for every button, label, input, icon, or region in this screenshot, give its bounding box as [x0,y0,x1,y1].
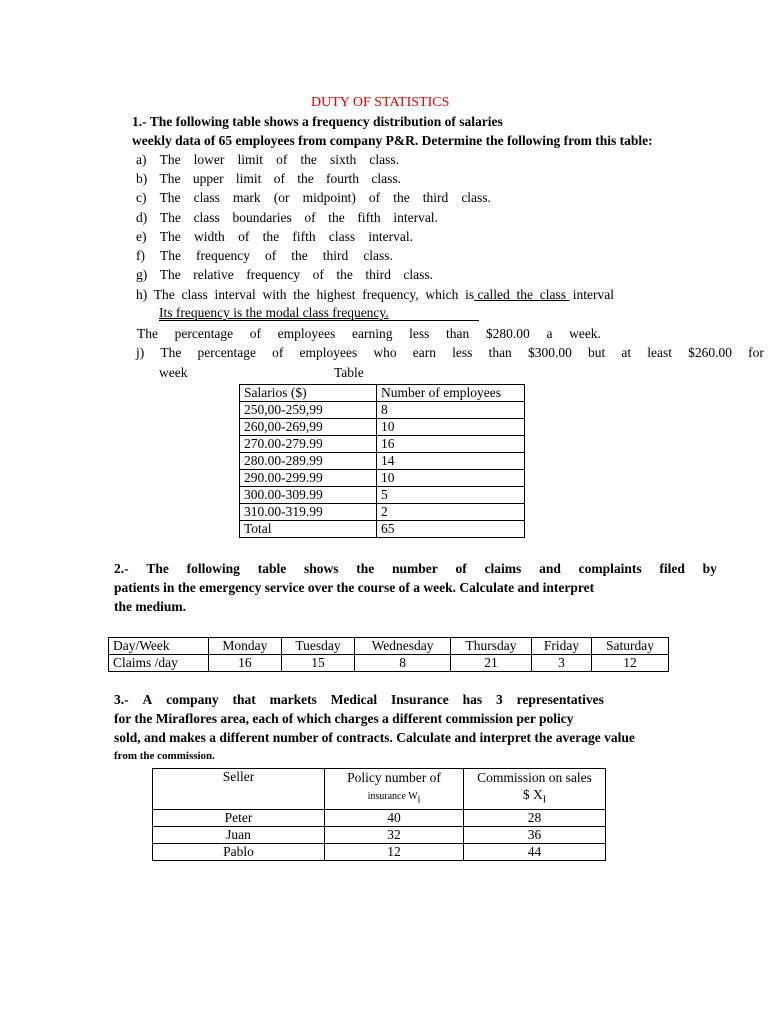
word: percentage [174,326,234,341]
header-policy-number: Policy number of insurance $W_i$ [325,769,464,810]
word: earn [412,345,437,360]
q3-line-3: sold, and makes a different number of contracts. Calculate and interpret the average value [114,730,635,745]
value-cell: 21 [451,655,532,672]
table-header-row [153,769,606,810]
word: relative [193,267,234,283]
word: interval. [393,209,438,225]
word: employees [299,345,358,360]
word: has [462,692,483,707]
employee-count-cell: 10 [377,419,525,436]
header-seller: Seller [153,769,325,810]
header-cell: Tuesday [281,638,354,655]
q1-item-b [136,171,401,187]
word: j) [136,345,145,360]
table-row [153,843,606,860]
table-row [240,470,525,487]
header-employees: Number of employees [377,385,525,402]
word: class [328,228,356,244]
employee-count-cell: 8 [377,402,525,419]
table-row [240,504,525,521]
document-title: DUTY OF STATISTICS [311,95,450,110]
word: The [159,190,181,206]
word: of [249,326,261,341]
word: The [137,326,158,341]
word: less [409,326,430,341]
word: The [160,248,182,263]
word: interval. [368,228,413,244]
word: the [297,171,314,187]
word: complaints [578,561,642,576]
employee-count-cell: 65 [377,521,525,538]
table-row [240,419,525,436]
header-commission: Commission on sales $ $X_I$ [464,769,606,810]
q2-heading [114,561,717,577]
word: fourth [326,171,360,187]
word: who [373,345,397,360]
word: class. [363,248,393,263]
q1-item-e [136,229,413,245]
word: Medical [330,692,378,707]
commission-cell: 28 [464,809,606,826]
q1-item-i [137,326,601,342]
word: following [186,561,240,576]
word: class. [369,152,399,167]
policy-count-cell: 40 [325,809,464,826]
employee-count-cell: 5 [377,487,525,504]
salary-frequency-table [239,384,525,538]
word: width [194,228,225,244]
word: company [166,692,219,707]
q1-item-h: h) The class interval with the highest frequency, which is called the class interval [136,287,614,302]
table-row [153,809,606,826]
commission-table [152,768,606,861]
word: earning [352,326,393,341]
word: than [446,326,470,341]
word: that [232,692,256,707]
word: sixth [329,152,357,167]
header-salaries: Salarios ($) [240,385,377,402]
table-header-row [240,385,525,402]
word: class [193,190,220,206]
q1-item-c [136,190,491,206]
table-row [240,436,525,453]
table-row [240,487,525,504]
word: 3 [496,692,503,707]
word: d) [136,209,148,225]
word: representatives [516,692,604,707]
word: filed [659,561,685,576]
word: b) [136,171,148,187]
word: limit [237,152,263,167]
header-cell: Day/Week [109,638,209,655]
word: the [356,561,375,576]
word: less [452,345,473,360]
value-cell: Claims /day [109,655,209,672]
commission-cell: 36 [464,826,606,843]
header-cell: Thursday [451,638,532,655]
word: at [621,345,632,360]
word: the [336,267,353,283]
header-cell: Friday [532,638,592,655]
word: midpoint) [302,190,356,206]
q1-heading: 1.- The following table shows a frequency distribution of salaries [132,114,503,129]
word: third [365,267,391,283]
word: class. [403,267,433,283]
word: third [322,248,349,263]
word: the [300,152,317,167]
word: frequency [196,248,250,263]
word: class. [461,190,491,206]
employee-count-cell: 10 [377,470,525,487]
table-caption: Table [334,365,364,380]
q2-line-3: the medium. [114,599,186,614]
word: by [702,561,717,576]
table-row [240,402,525,419]
word: of [312,267,324,283]
word: week. [569,326,601,341]
word: $280.00 [485,326,530,341]
word: the [262,228,280,244]
q3-heading [114,692,604,708]
salary-range-cell: 310.00-319.99 [240,504,377,521]
word: The [159,171,181,187]
table-row [240,521,525,538]
word: boundaries [232,209,292,225]
word: class [193,209,220,225]
word: of [272,345,284,360]
policy-count-cell: 32 [325,826,464,843]
word: frequency [246,267,301,283]
q2-line-2: patients in the emergency service over the course of a week. Calculate and interpret [114,580,595,595]
commission-cell: 44 [464,843,606,860]
word: g) [136,267,148,283]
salary-range-cell: 270.00-279.99 [240,436,377,453]
seller-cell: Pablo [153,843,325,860]
word: Insurance [391,692,449,707]
table-row [240,453,525,470]
word: the [328,209,345,225]
word: of [368,190,381,206]
word: and [539,561,561,576]
word: number [392,561,438,576]
table-header-row [109,638,669,655]
q3-line-4: from the commission. [114,750,215,762]
word: The [159,209,181,225]
word: 2.- [114,561,129,576]
word: claims [484,561,522,576]
word: $260.00 [688,345,733,360]
salary-range-cell: 300.00-309.99 [240,487,377,504]
word: the [393,190,410,206]
word: third [422,190,449,206]
table-row [109,655,669,672]
word: percentage [197,345,256,360]
word: table [257,561,287,576]
word: than [488,345,512,360]
word: of [265,248,277,263]
claims-table [108,637,669,672]
value-cell: 16 [208,655,281,672]
word: The [160,345,182,360]
word: A [142,692,153,707]
word: of [273,171,285,187]
salary-range-cell: 280.00-289.99 [240,453,377,470]
employee-count-cell: 14 [377,453,525,470]
q1-heading-2: weekly data of 65 employees from company P&R. Determine the following from this table: [132,133,653,148]
word: for [748,345,764,360]
employee-count-cell: 16 [377,436,525,453]
employee-count-cell: 2 [377,504,525,521]
word: The [159,228,181,244]
word: shows [303,561,339,576]
q1-item-d [136,210,438,226]
value-cell: 12 [591,655,668,672]
word: of [455,561,467,576]
word: fifth [292,228,316,244]
word: The [146,561,169,576]
word: of [276,152,288,167]
q1-item-h-line2: Its frequency is the modal class frequency. [159,306,479,321]
word: $300.00 [527,345,572,360]
seller-cell: Peter [153,809,325,826]
word: the [291,248,308,263]
word: c) [136,190,147,206]
word: a) [136,152,147,167]
q3-line-2: for the Miraflores area, each of which charges a different commission per policy [114,711,574,726]
word: upper [192,171,224,187]
value-cell: 15 [281,655,354,672]
word: (or [273,190,290,206]
q1-item-a [136,152,399,168]
header-cell: Monday [208,638,281,655]
word: a [546,326,553,341]
q1-item-g [136,267,433,283]
salary-range-cell: Total [240,521,377,538]
word: f) [136,248,145,263]
word: lower [193,152,225,167]
word: fifth [357,209,381,225]
word: of [304,209,316,225]
word: The [159,152,181,167]
q1-item-f [136,248,393,264]
word: employees [277,326,336,341]
word: e) [136,228,147,244]
word: mark [232,190,261,206]
word: limit [235,171,262,187]
word: class. [371,171,401,187]
policy-count-cell: 12 [325,843,464,860]
seller-cell: Juan [153,826,325,843]
word: least [647,345,673,360]
word: The [159,267,181,283]
word: of [238,228,250,244]
header-cell: Wednesday [355,638,451,655]
value-cell: 3 [532,655,592,672]
word: but [587,345,606,360]
header-cell: Saturday [591,638,668,655]
value-cell: 8 [355,655,451,672]
word: markets [269,692,317,707]
salary-range-cell: 260,00-269,99 [240,419,377,436]
q1-item-j [136,345,764,361]
table-row [153,826,606,843]
word: 3.- [114,692,129,707]
q1-item-j-line2: week [159,365,188,380]
salary-range-cell: 290.00-299.99 [240,470,377,487]
salary-range-cell: 250,00-259,99 [240,402,377,419]
